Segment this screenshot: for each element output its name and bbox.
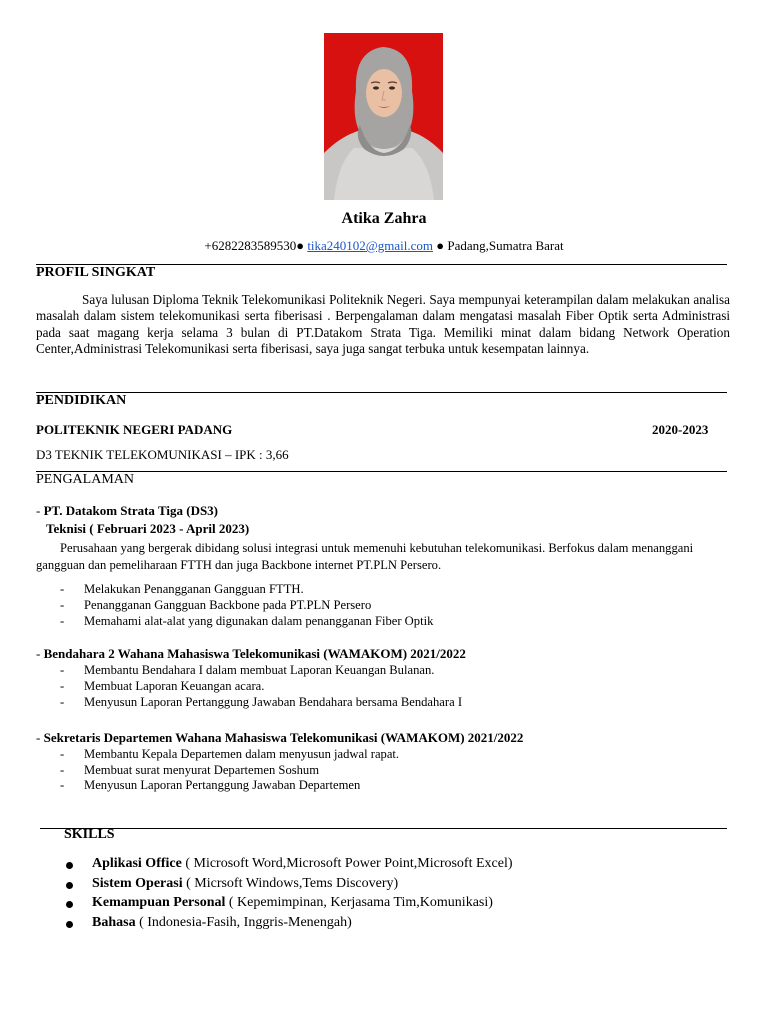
profile-heading: PROFIL SINGKAT xyxy=(36,265,156,280)
list-item: Menyusun Laporan Pertanggung Jawaban Departemen xyxy=(84,778,361,792)
bullet-icon xyxy=(66,901,73,908)
email-link[interactable]: tika240102@gmail.com xyxy=(307,238,434,253)
job-role: Teknisi ( Februari 2023 - April 2023) xyxy=(46,521,250,536)
list-dash: - xyxy=(60,778,65,792)
skill-label: Kemampuan Personal xyxy=(92,895,226,910)
skill-detail: ( Kepemimpinan, Kerjasama Tim,Komunikasi) xyxy=(225,895,493,910)
bullet-separator: ● xyxy=(436,238,445,253)
education-heading: PENDIDIKAN xyxy=(36,393,127,408)
list-item: Membuat surat menyurat Departemen Soshum xyxy=(84,763,320,777)
education-institution: POLITEKNIK NEGERI PADANG xyxy=(36,422,233,437)
divider xyxy=(36,392,727,393)
bullet-icon xyxy=(66,862,73,869)
job-title-text: Sekretaris Departemen Wahana Mahasiswa Telekomunikasi (WAMAKOM) 2021/2022 xyxy=(43,730,524,745)
skill-label: Sistem Operasi xyxy=(92,876,183,891)
job-dash: - xyxy=(36,730,41,745)
list-dash: - xyxy=(60,695,65,709)
divider xyxy=(40,828,727,829)
phone-number: +6282283589530 xyxy=(204,238,297,253)
list-item: Melakukan Penangganan Gangguan FTTH. xyxy=(84,582,304,596)
list-dash: - xyxy=(60,747,65,761)
skill-item xyxy=(92,876,398,892)
profile-photo xyxy=(324,33,443,200)
list-dash: - xyxy=(60,679,65,693)
skill-detail: ( Indonesia-Fasih, Inggris-Menengah) xyxy=(135,915,352,930)
list-dash: - xyxy=(60,614,65,628)
list-item: Membuat Laporan Keuangan acara. xyxy=(84,679,265,693)
full-name: Atika Zahra xyxy=(341,210,427,227)
skills-heading: SKILLS xyxy=(64,827,115,842)
bullet-icon xyxy=(66,882,73,889)
profile-paragraph xyxy=(36,292,730,357)
list-dash: - xyxy=(60,598,65,612)
list-item: Memahami alat-alat yang digunakan dalam penangganan Fiber Optik xyxy=(84,614,434,628)
contact-line xyxy=(0,238,768,254)
job-description xyxy=(36,540,736,573)
job-title xyxy=(36,646,466,662)
location: Padang,Sumatra Barat xyxy=(447,238,564,253)
job-dash: - xyxy=(36,503,41,518)
profile-text: Saya lulusan Diploma Teknik Telekomunikasi Politeknik Negeri. Saya mempunyai keterampilan dalam melakukan analisa masalah dalam sistem telekomunikasi serta fiberisasi . Berpengalaman dalam mengatasi masalah Fiber Optik serta Administrasi pada saat magang kerja selama 3 bulan di PT.Datakom Strata Tiga. Memiliki minat dalam bidang Network Operation Center,Administrasi Telekomunikasi serta fiberisasi, saya juga sangat terbuka untuk kesempatan lainnya. xyxy=(36,292,730,356)
list-dash: - xyxy=(60,663,65,677)
list-dash: - xyxy=(60,582,65,596)
experience-heading: PENGALAMAN xyxy=(36,472,134,487)
skill-item xyxy=(92,895,493,911)
skill-item xyxy=(92,915,352,931)
list-item: Membantu Bendahara I dalam membuat Laporan Keuangan Bulanan. xyxy=(84,663,435,677)
skill-detail: ( Micrsoft Windows,Tems Discovery) xyxy=(182,876,399,891)
bullet-icon xyxy=(66,921,73,928)
skill-detail: ( Microsoft Word,Microsoft Power Point,Microsoft Excel) xyxy=(181,856,513,871)
list-item: Penangganan Gangguan Backbone pada PT.PLN Persero xyxy=(84,598,372,612)
job-description-text: Perusahaan yang bergerak dibidang solusi integrasi untuk memenuhi kebutuhan telekomunikasi. Berfokus dalam menanggani gangguan dan pemeliharaan FTTH dan juga Backbone internet PT.PLN Persero. xyxy=(36,541,694,572)
skill-label: Bahasa xyxy=(92,915,136,930)
education-years: 2020-2023 xyxy=(652,422,709,437)
divider xyxy=(36,471,727,472)
job-dash: - xyxy=(36,646,41,661)
bullet-separator: ● xyxy=(296,238,305,253)
job-title xyxy=(36,730,523,746)
job-title-text: Bendahara 2 Wahana Mahasiswa Telekomunikasi (WAMAKOM) 2021/2022 xyxy=(43,646,466,661)
list-dash: - xyxy=(60,763,65,777)
skill-item xyxy=(92,856,513,872)
job-title-text: PT. Datakom Strata Tiga (DS3) xyxy=(43,503,219,518)
job-title xyxy=(36,503,218,519)
skill-label: Aplikasi Office xyxy=(92,856,182,871)
education-program: D3 TEKNIK TELEKOMUNIKASI – IPK : 3,66 xyxy=(36,447,289,462)
list-item: Menyusun Laporan Pertanggung Jawaban Bendahara bersama Bendahara I xyxy=(84,695,463,709)
list-item: Membantu Kepala Departemen dalam menyusun jadwal rapat. xyxy=(84,747,400,761)
